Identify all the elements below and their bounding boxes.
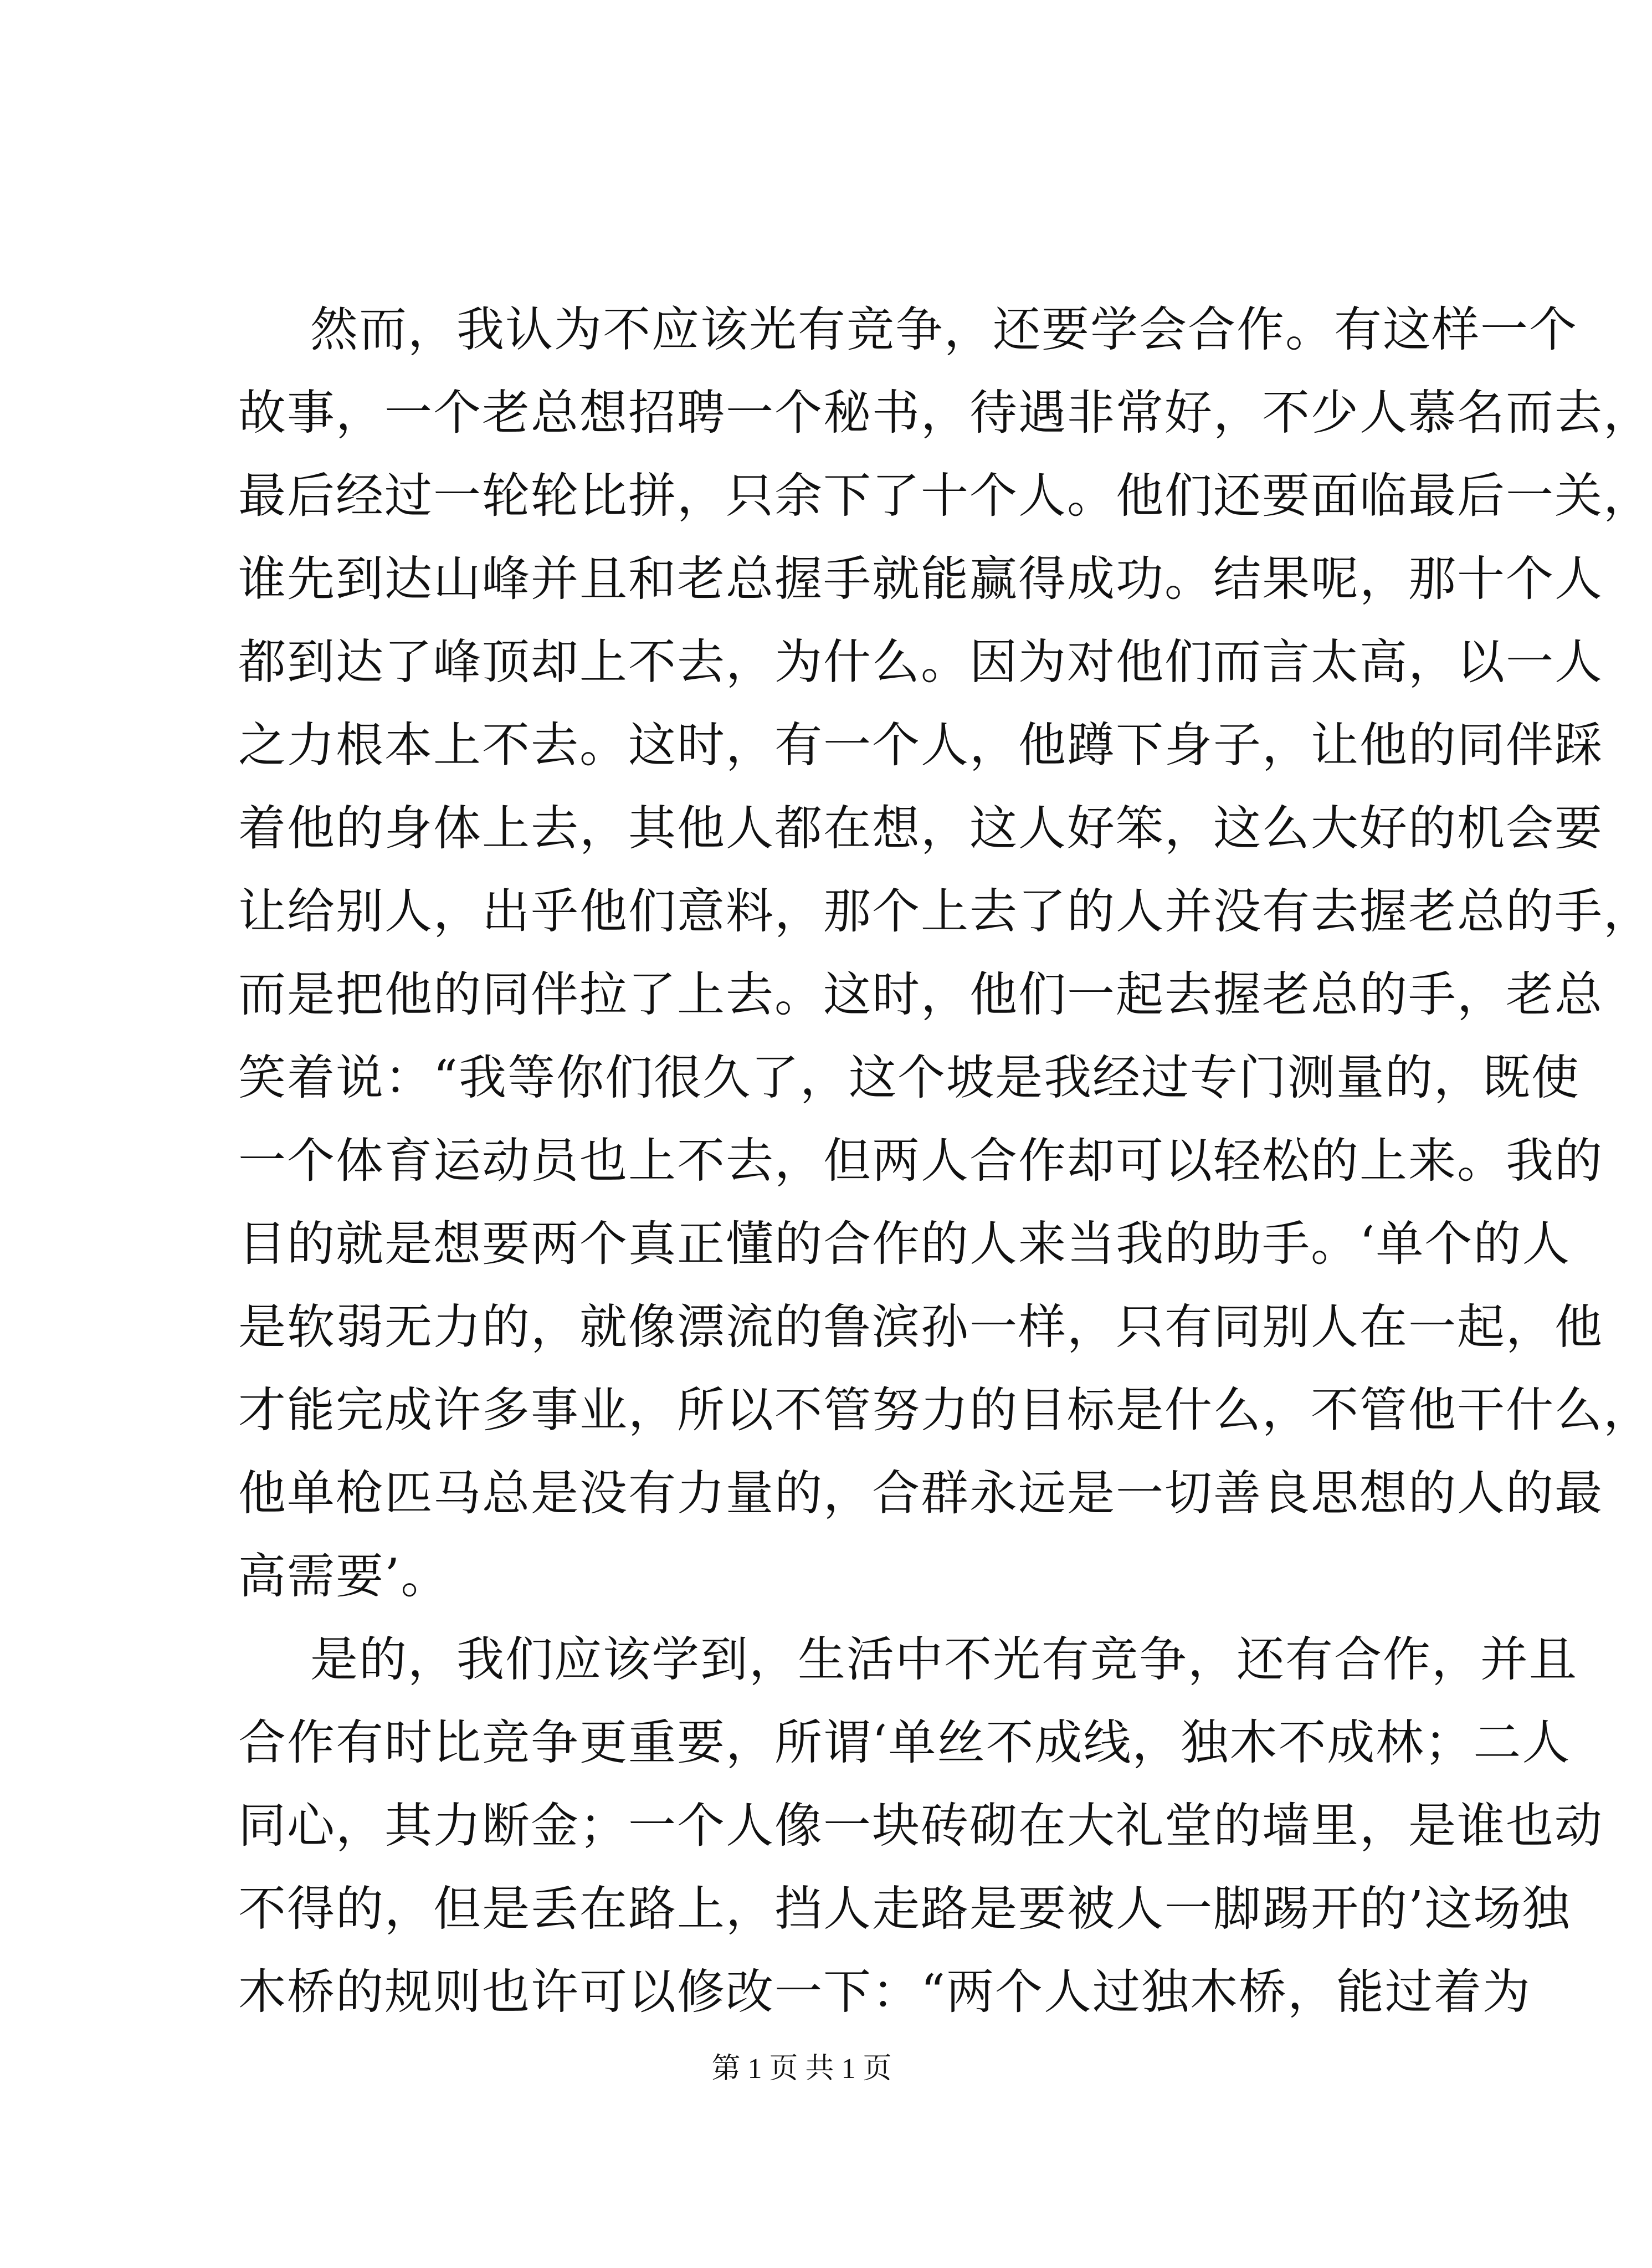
paragraph-1-line-2: 故事，一个老总想招聘一个秘书，待遇非常好，不少人慕名而去， — [238, 385, 1652, 441]
paragraph-1-line-5: 都到达了峰顶却上不去，为什么。因为对他们而言太高，以一人 — [238, 634, 1603, 690]
paragraph-1-line-14: 才能完成许多事业，所以不管努力的目标是什么，不管他干什么， — [238, 1383, 1652, 1438]
paragraph-1-line-13: 是软弱无力的，就像漂流的鲁滨孙一样，只有同别人在一起，他 — [238, 1299, 1603, 1355]
paragraph-1-line-8: 让给别人，出乎他们意料，那个上去了的人并没有去握老总的手， — [238, 884, 1652, 939]
paragraph-1-line-3: 最后经过一轮轮比拼，只余下了十个人。他们还要面临最后一关， — [238, 468, 1652, 524]
paragraph-1-line-7: 着他的身体上去，其他人都在想，这人好笨，这么大好的机会要 — [238, 801, 1603, 856]
paragraph-1-line-10: 笑着说：“我等你们很久了，这个坡是我经过专门测量的，既使 — [238, 1050, 1580, 1105]
paragraph-2-line-4: 不得的，但是丢在路上，挡人走路是要被人一脚踢开的’这场独 — [238, 1881, 1571, 1937]
paragraph-1-line-16: 高需要’。 — [238, 1549, 450, 1604]
paragraph-1-line-6: 之力根本上不去。这时，有一个人，他蹲下身子，让他的同伴踩 — [238, 718, 1603, 773]
paragraph-2-line-3: 同心，其力断金；一个人像一块砖砌在大礼堂的墙里，是谁也动 — [238, 1798, 1603, 1854]
paragraph-1-line-15: 他单枪匹马总是没有力量的，合群永远是一切善良思想的人的最 — [238, 1466, 1603, 1521]
paragraph-1-line-4: 谁先到达山峰并且和老总握手就能赢得成功。结果呢，那十个人 — [238, 551, 1603, 607]
paragraph-2-line-1: 是的，我们应该学到，生活中不光有竞争，还有合作，并且 — [310, 1632, 1578, 1687]
paragraph-2-line-2: 合作有时比竞争更重要，所谓‘单丝不成线，独木不成林；二人 — [238, 1715, 1571, 1770]
paragraph-2-line-5: 木桥的规则也许可以修改一下：“两个人过独木桥，能过着为 — [238, 1964, 1531, 2020]
paragraph-1-line-1: 然而，我认为不应该光有竞争，还要学会合作。有这样一个 — [310, 302, 1578, 357]
document-body — [238, 288, 1652, 2034]
paragraph-1-line-12: 目的就是想要两个真正懂的合作的人来当我的助手。‘单个的人 — [238, 1216, 1571, 1272]
paragraph-1-line-9: 而是把他的同伴拉了上去。这时，他们一起去握老总的手，老总 — [238, 967, 1603, 1022]
paragraph-1-line-11: 一个体育运动员也上不去，但两人合作却可以轻松的上来。我的 — [238, 1133, 1603, 1189]
page-footer: 第 1 页 共 1 页 — [711, 2053, 892, 2085]
